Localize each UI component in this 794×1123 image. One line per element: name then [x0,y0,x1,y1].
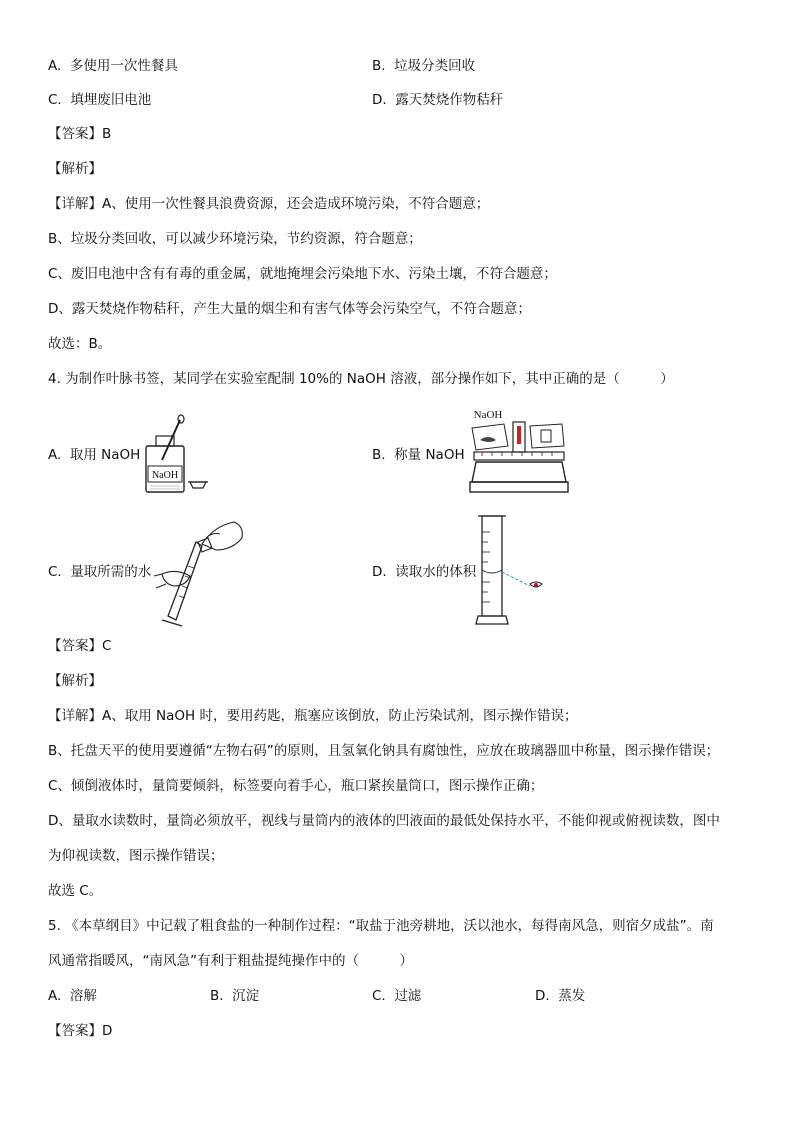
bottle-label: NaOH [151,470,179,481]
q3-detail-line: 【详解】A、使用一次性餐具浪费资源，还会造成环境污染，不符合题意； [48,196,490,212]
balance-figure [466,406,572,502]
q5-option-a: A. 溶解 [48,988,97,1004]
q4-detail-line: 【详解】A、取用 NaOH 时，要用药匙，瓶塞应该倒放，防止污染试剂，图示操作错误； [48,708,578,724]
q4-stem: 4. 为制作叶脉书签，某同学在实验室配制 10%的 NaOH 溶液，部分操作如下，其中正确的是（ ） [48,371,674,387]
q5-option-d: D. 蒸发 [535,988,586,1004]
q4-option-c: C. 量取所需的水 [48,564,152,580]
q5-stem-line: 5. 《本草纲目》中记载了粗食盐的一种制作过程：“取盐于池旁耕地，沃以池水，每得南风急，则宿夕成盐”。南 [48,918,714,934]
q4-option-b: B. 称量 NaOH [372,447,465,463]
q4-option-d: D. 读取水的体积 [372,564,477,580]
q3-option-b: B. 垃圾分类回收 [372,58,476,74]
q4-option-a: A. 取用 NaOH [48,447,141,463]
reading-volume-figure [470,512,550,630]
pouring-figure [152,516,248,628]
q3-option-a: A. 多使用一次性餐具 [48,58,178,74]
q3-option-c: C. 填埋废旧电池 [48,92,152,108]
q4-detail-line: B、托盘天平的使用要遵循“左物右码”的原则，且氢氧化钠具有腐蚀性，应放在玻璃器皿中称量，图示操作错误； [48,743,720,759]
q4-answer: 【答案】C [48,638,112,654]
q3-option-d: D. 露天焚烧作物秸秆 [372,92,504,108]
q4-detail-line: C、倾倒液体时，量筒要倾斜，标签要向着手心，瓶口紧挨量筒口，图示操作正确； [48,778,544,794]
naoh-bottle-figure [140,414,212,496]
q4-analysis-heading: 【解析】 [48,673,102,689]
q5-option-c: C. 过滤 [372,988,422,1004]
balance-label: NaOH [473,409,503,421]
q5-answer: 【答案】D [48,1023,113,1039]
q3-analysis-heading: 【解析】 [48,161,102,177]
q4-detail-line: D、量取水读数时，量筒必须放平，视线与量筒内的液体的凹液面的最低处保持水平，不能仰视或俯视读数，图中 [48,813,720,829]
q3-detail-line: D、露天焚烧作物秸秆，产生大量的烟尘和有害气体等会污染空气，不符合题意； [48,301,531,317]
q5-stem-line: 风通常指暖风，“南风急”有利于粗盐提纯操作中的（ ） [48,953,413,969]
q4-conclusion: 故选 C。 [48,883,103,899]
q4-detail-line: 为仰视读数，图示操作错误； [48,848,224,864]
q3-detail-line: B、垃圾分类回收，可以减少环境污染，节约资源，符合题意； [48,231,422,247]
q3-detail-line: C、废旧电池中含有有毒的重金属，就地掩埋会污染地下水、污染土壤，不符合题意； [48,266,557,282]
q3-answer: 【答案】B [48,126,112,142]
q5-option-b: B. 沉淀 [210,988,260,1004]
q3-conclusion: 故选：B。 [48,336,112,352]
